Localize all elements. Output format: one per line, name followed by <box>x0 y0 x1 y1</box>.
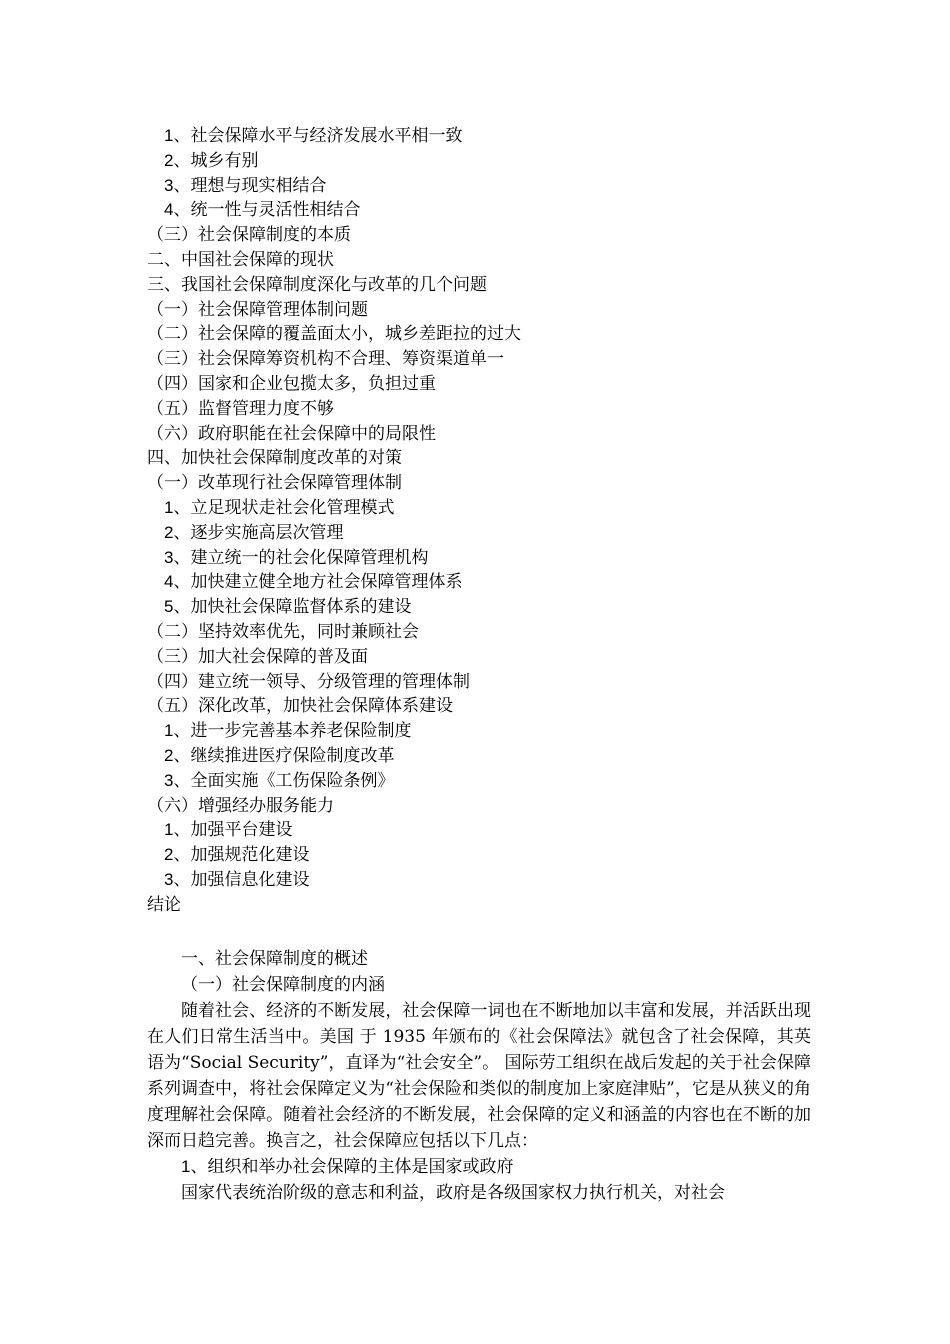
toc-text: 、城乡有别 <box>173 150 259 171</box>
toc-line <box>147 322 827 347</box>
toc-line <box>147 570 827 595</box>
body-text <box>147 946 811 1206</box>
toc-text: 三、我国社会保障制度深化与改革的几个问题 <box>147 274 487 295</box>
toc-text: 二、中国社会保障的现状 <box>147 249 334 270</box>
toc-line <box>147 595 827 620</box>
toc-text: （六）增强经办服务能力 <box>147 795 334 816</box>
toc-text: 结论 <box>147 894 181 915</box>
toc-text: （六）政府职能在社会保障中的局限性 <box>147 423 436 444</box>
toc-number: 1 <box>164 820 174 840</box>
toc-text: 、加快建立健全地方社会保障管理体系 <box>173 572 463 593</box>
toc-text: （三）加大社会保障的普及面 <box>147 646 368 667</box>
toc-text: （一）社会保障管理体制问题 <box>147 299 368 320</box>
toc-text: 、加强规范化建设 <box>173 845 310 866</box>
toc-text: （五）监督管理力度不够 <box>147 398 334 419</box>
toc-number: 2 <box>164 845 174 865</box>
toc-number: 1 <box>164 721 174 741</box>
toc-text: 、进一步完善基本养老保险制度 <box>173 721 412 742</box>
toc-number: 2 <box>164 745 174 765</box>
toc-number: 3 <box>164 770 174 790</box>
toc-line <box>147 273 827 298</box>
toc-line <box>147 496 827 521</box>
toc-line <box>147 298 827 323</box>
toc-line <box>147 397 827 422</box>
toc-number: 3 <box>164 547 174 567</box>
toc-number: 3 <box>164 869 174 889</box>
toc-line <box>147 645 827 670</box>
numbered-subheading <box>147 1154 811 1180</box>
toc-line <box>147 422 827 447</box>
toc-line <box>147 719 827 744</box>
toc-number: 4 <box>164 200 174 220</box>
toc-text: 、统一性与灵活性相结合 <box>173 200 361 221</box>
subheading-number: 1 <box>181 1157 191 1176</box>
toc-text: （一）改革现行社会保障管理体制 <box>147 473 402 494</box>
toc-number: 3 <box>164 175 174 195</box>
subheading-text: 、组织和举办社会保障的主体是国家或政府 <box>190 1157 514 1177</box>
toc-line <box>147 843 827 868</box>
toc-number: 1 <box>164 126 174 145</box>
toc-text: 、逐步实施高层次管理 <box>173 522 344 543</box>
toc-number: 2 <box>164 522 174 542</box>
toc-line <box>147 372 827 397</box>
toc-line <box>147 521 827 546</box>
toc-text: （四）建立统一领导、分级管理的管理体制 <box>147 671 470 692</box>
toc-line <box>147 446 827 471</box>
toc-text: 四、加快社会保障制度改革的对策 <box>147 448 402 469</box>
toc-line <box>147 794 827 819</box>
toc-line <box>147 546 827 571</box>
section-heading: 一、社会保障制度的概述 <box>181 949 368 969</box>
toc-line <box>147 769 827 794</box>
toc-text: 、加快社会保障监督体系的建设 <box>173 597 412 618</box>
table-of-contents <box>147 124 827 918</box>
toc-text: （三）社会保障筹资机构不合理、筹资渠道单一 <box>147 349 504 370</box>
toc-line <box>147 471 827 496</box>
toc-number: 5 <box>164 597 174 617</box>
toc-line <box>147 198 827 223</box>
toc-text: 、加强平台建设 <box>173 820 293 841</box>
toc-line <box>147 174 827 199</box>
toc-line <box>147 670 827 695</box>
toc-number: 1 <box>164 497 174 517</box>
toc-line <box>147 124 827 149</box>
toc-text: （二）坚持效率优先，同时兼顾社会 <box>147 621 419 642</box>
toc-line <box>147 149 827 174</box>
toc-text: （五）深化改革，加快社会保障体系建设 <box>147 696 453 717</box>
paragraph: 随着社会、经济的不断发展，社会保障一词也在不断地加以丰富和发展，并活跃出现在人们日常生活当中。美国 于 1935 年颁布的《社会保障法》就包含了社会保障，其英语为“Social Security”，直译为“社会安全”。 国际劳工组织在战后发起的关于社会保障系列调查中，将社会保障定义为“社会保险和类似的制度加上家庭津贴”，它是从狭义的角度理解社会保障。随着社会经济的不断发展，社会保障的定义和涵盖的内容也在不断的加深而日趋完善。换言之，社会保障应包括以下几点： <box>147 1001 811 1151</box>
toc-text: 、继续推进医疗保险制度改革 <box>173 745 395 766</box>
toc-text: 、社会保障水平与经济发展水平相一致 <box>173 126 463 146</box>
toc-text: 、立足现状走社会化管理模式 <box>173 497 395 518</box>
toc-text: 、建立统一的社会化保障管理机构 <box>173 547 429 568</box>
subsection-heading: （一）社会保障制度的内涵 <box>181 975 385 995</box>
toc-text: 、理想与现实相结合 <box>173 175 327 196</box>
toc-line <box>147 347 827 372</box>
toc-line <box>147 868 827 893</box>
toc-text: （四）国家和企业包揽太多，负担过重 <box>147 373 436 394</box>
paragraph: 国家代表统治阶级的意志和利益，政府是各级国家权力执行机关，对社会 <box>181 1183 725 1203</box>
toc-number: 4 <box>164 572 174 592</box>
toc-text: （三）社会保障制度的本质 <box>147 225 351 246</box>
toc-line <box>147 620 827 645</box>
toc-line <box>147 223 827 248</box>
toc-text: 、加强信息化建设 <box>173 869 310 890</box>
toc-line <box>147 744 827 769</box>
toc-number: 2 <box>164 150 174 170</box>
toc-line <box>147 818 827 843</box>
toc-line <box>147 893 827 918</box>
toc-line <box>147 694 827 719</box>
toc-text: 、全面实施《工伤保险条例》 <box>173 770 395 791</box>
toc-line <box>147 248 827 273</box>
toc-text: （二）社会保障的覆盖面太小，城乡差距拉的过大 <box>147 324 521 345</box>
